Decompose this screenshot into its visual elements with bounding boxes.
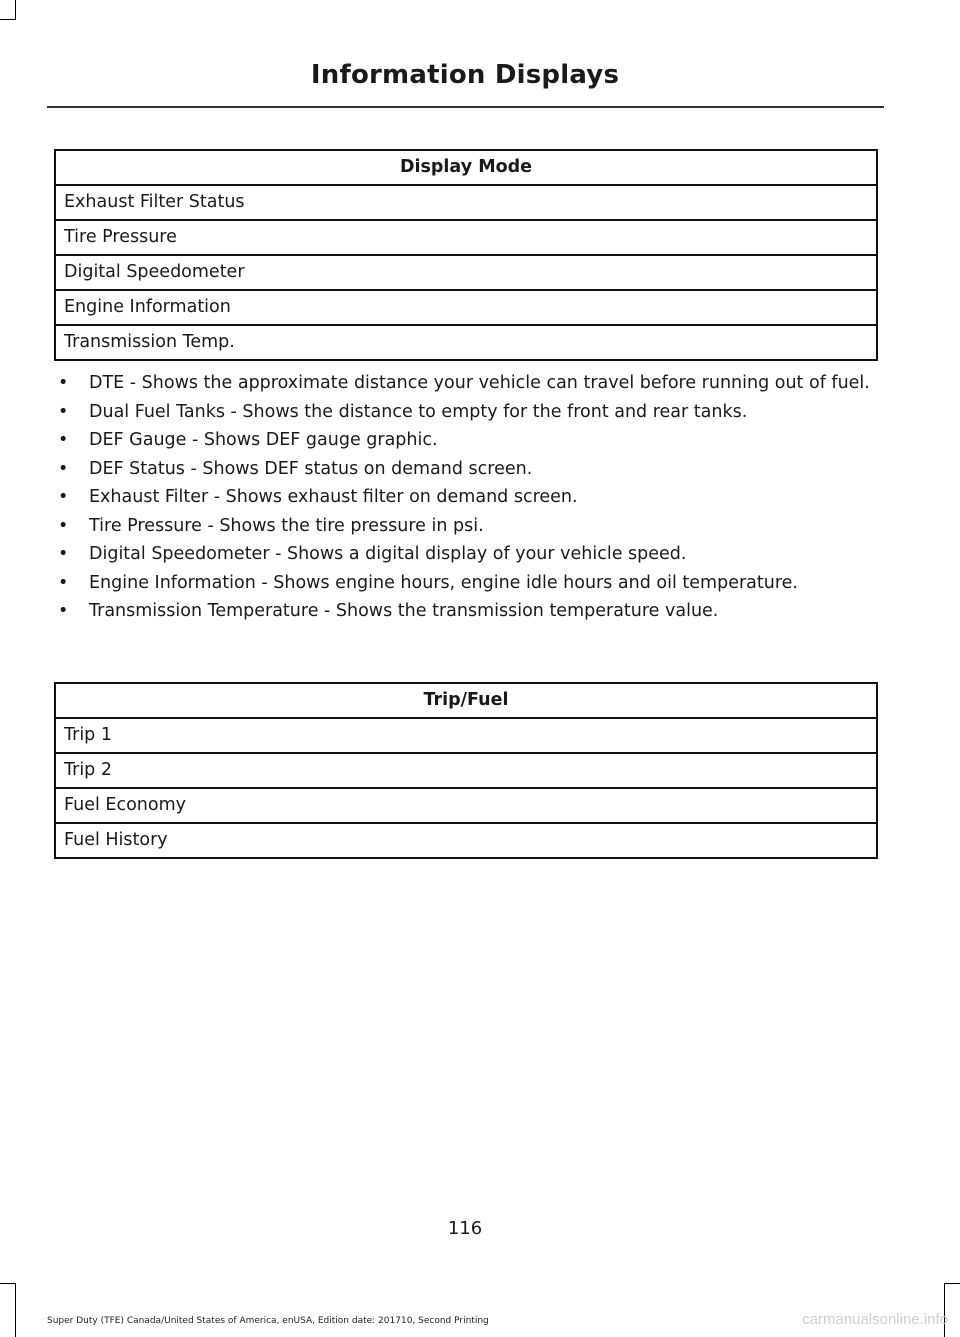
display-mode-table <box>54 149 878 361</box>
crop-mark <box>15 1283 16 1337</box>
bullet-icon: • <box>58 430 69 450</box>
bullet-icon: • <box>58 458 69 479</box>
list-item <box>54 372 884 394</box>
crop-mark <box>944 1283 945 1337</box>
list-item <box>54 600 884 622</box>
list-item-text: Engine Information - Shows engine hours, engine idle hours and oil temperature. <box>89 572 798 593</box>
bullet-icon: • <box>58 601 69 621</box>
list-item <box>54 543 884 565</box>
list-item-text: DTE - Shows the approximate distance your vehicle can travel before running out of fuel. <box>89 373 870 393</box>
table-row: Trip 1 <box>55 718 877 753</box>
list-item-text: Digital Speedometer - Shows a digital display of your vehicle speed. <box>89 544 687 564</box>
crop-mark <box>15 0 16 20</box>
bullet-icon: • <box>58 401 69 422</box>
list-item-text: DEF Status - Shows DEF status on demand screen. <box>89 458 533 479</box>
table-row: Fuel Economy <box>55 788 877 823</box>
table-row: Engine Information <box>55 290 877 325</box>
bullet-icon: • <box>58 515 69 536</box>
crop-mark <box>0 1283 16 1284</box>
list-item-text: Tire Pressure - Shows the tire pressure in psi. <box>89 515 484 536</box>
table-row: Fuel History <box>55 823 877 858</box>
bullet-icon: • <box>58 373 69 393</box>
list-item <box>54 401 884 423</box>
list-item <box>54 515 884 537</box>
table-row: Digital Speedometer <box>55 255 877 290</box>
bullet-icon: • <box>58 572 69 593</box>
edition-footer: Super Duty (TFE) Canada/United States of America, enUSA, Edition date: 201710, Second Printing <box>47 1316 489 1326</box>
table-heading: Trip/Fuel <box>55 683 877 718</box>
list-item-text: DEF Gauge - Shows DEF gauge graphic. <box>89 430 438 450</box>
crop-mark <box>944 1283 960 1284</box>
bullet-icon: • <box>58 487 69 507</box>
page-number: 116 <box>447 1218 483 1239</box>
header-divider <box>47 106 884 108</box>
trip-fuel-table <box>54 682 878 859</box>
crop-mark <box>0 19 16 20</box>
table-row: Trip 2 <box>55 753 877 788</box>
table-row: Tire Pressure <box>55 220 877 255</box>
bullet-list <box>54 372 884 629</box>
table-row: Exhaust Filter Status <box>55 185 877 220</box>
table-heading: Display Mode <box>55 150 877 185</box>
list-item-text: Exhaust Filter - Shows exhaust filter on demand screen. <box>89 487 578 507</box>
list-item <box>54 429 884 451</box>
bullet-icon: • <box>58 544 69 564</box>
list-item <box>54 486 884 508</box>
list-item-text: Dual Fuel Tanks - Shows the distance to empty for the front and rear tanks. <box>89 401 748 422</box>
list-item <box>54 458 884 480</box>
list-item <box>54 572 884 594</box>
page-title: Information Displays <box>310 60 620 90</box>
list-item-text: Transmission Temperature - Shows the transmission temperature value. <box>89 601 719 621</box>
table-row: Transmission Temp. <box>55 325 877 360</box>
watermark: carmanualsonline.info <box>802 1311 948 1328</box>
